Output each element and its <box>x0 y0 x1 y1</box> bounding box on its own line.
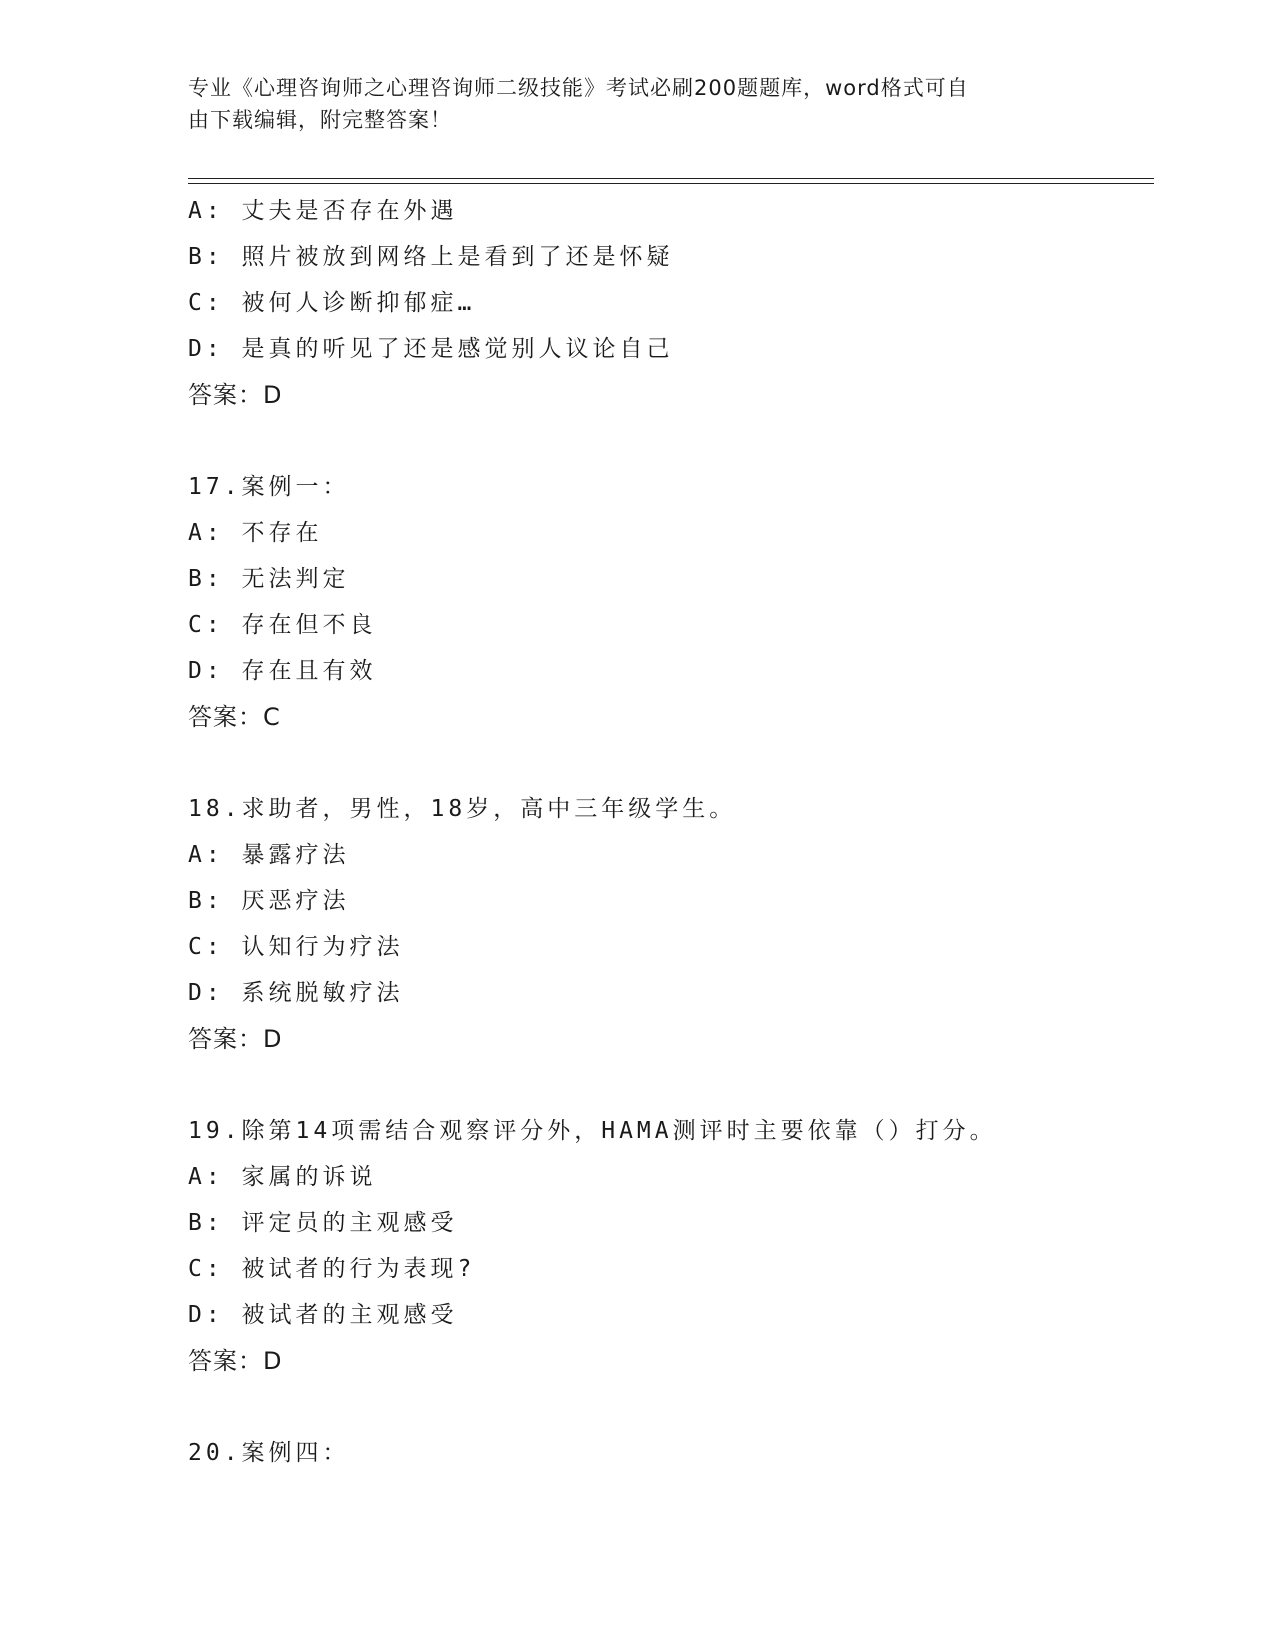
option-c: C: 被何人诊断抑郁症… <box>188 290 476 316</box>
question-stem: 17.案例一： <box>188 474 350 500</box>
header-line-1: 专业《心理咨询师之心理咨询师二级技能》考试必刷200题题库，word格式可自 <box>188 76 969 100</box>
question-18 <box>188 786 1148 1062</box>
question-stem: 20.案例四： <box>188 1440 350 1466</box>
option-c: C: 认知行为疗法 <box>188 934 404 960</box>
question-stem: 18.求助者，男性，18岁，高中三年级学生。 <box>188 796 737 822</box>
option-b: B: 照片被放到网络上是看到了还是怀疑 <box>188 244 674 270</box>
option-d: D: 系统脱敏疗法 <box>188 980 404 1006</box>
option-c: C: 存在但不良 <box>188 612 377 638</box>
header-divider-bottom <box>188 183 1154 184</box>
option-d: D: 是真的听见了还是感觉别人议论自己 <box>188 336 674 362</box>
option-b: B: 评定员的主观感受 <box>188 1210 458 1236</box>
option-b: B: 厌恶疗法 <box>188 888 350 914</box>
answer: 答案：D <box>188 1347 283 1375</box>
option-a: A: 不存在 <box>188 520 323 546</box>
question-19 <box>188 1108 1148 1384</box>
question-20 <box>188 1430 1148 1476</box>
header-line-2: 由下载编辑，附完整答案！ <box>188 108 452 132</box>
header-divider-top <box>188 178 1154 179</box>
option-a: A: 暴露疗法 <box>188 842 350 868</box>
answer: 答案：C <box>188 703 281 731</box>
question-list <box>188 188 1148 1476</box>
spacer <box>188 740 1148 786</box>
question-stem: 19.除第14项需结合观察评分外，HAMA测评时主要依靠（）打分。 <box>188 1118 997 1144</box>
option-c: C: 被试者的行为表现? <box>188 1256 476 1282</box>
question-16 <box>188 188 1148 418</box>
question-17 <box>188 464 1148 740</box>
option-d: D: 被试者的主观感受 <box>188 1302 458 1328</box>
option-d: D: 存在且有效 <box>188 658 377 684</box>
answer: 答案：D <box>188 1025 283 1053</box>
answer: 答案：D <box>188 381 283 409</box>
option-a: A: 丈夫是否存在外遇 <box>188 198 458 224</box>
option-a: A: 家属的诉说 <box>188 1164 377 1190</box>
document-header <box>188 72 1088 136</box>
spacer <box>188 1062 1148 1108</box>
spacer <box>188 1384 1148 1430</box>
option-b: B: 无法判定 <box>188 566 350 592</box>
spacer <box>188 418 1148 464</box>
